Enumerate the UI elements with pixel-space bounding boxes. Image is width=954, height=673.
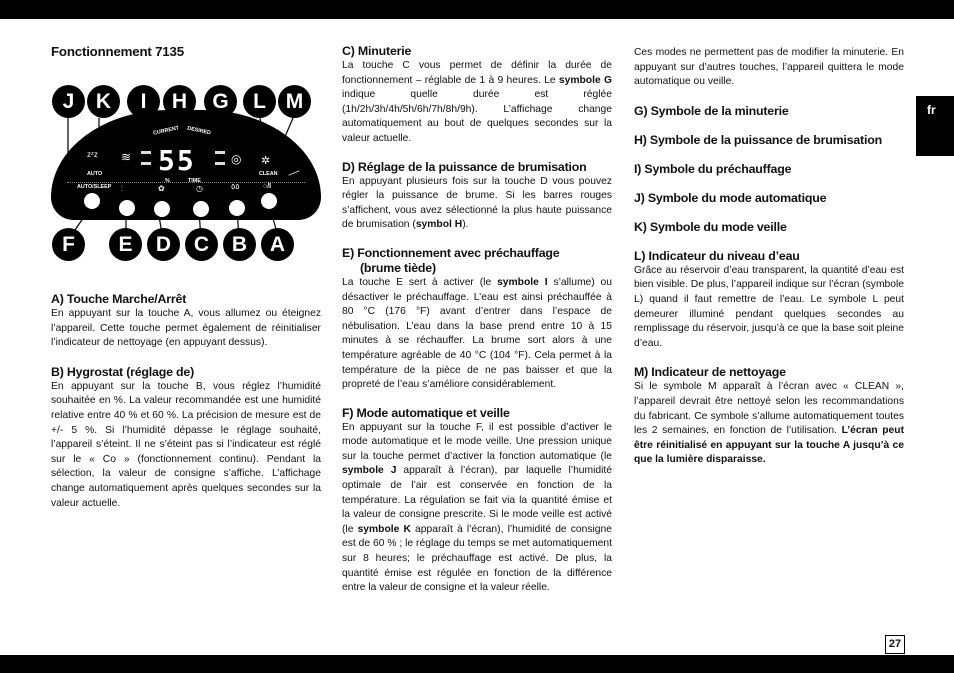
label-k: K [87, 85, 120, 118]
heat-icon: ≋ [121, 150, 132, 164]
label-g: G [204, 85, 237, 118]
heading-b: B) Hygrostat (réglage de) [51, 364, 195, 379]
heading-h: H) Symbole de la puissance de brumisation [634, 132, 882, 147]
heading-l: L) Indicateur du niveau d’eau [634, 248, 800, 263]
label-a: A [261, 228, 294, 261]
heading-f: F) Mode automatique et veille [342, 405, 510, 420]
power-label: ○/I [263, 183, 272, 190]
timer-button[interactable] [193, 201, 209, 217]
mist-icon: ✿ [158, 184, 165, 193]
preheat-button[interactable] [119, 200, 135, 216]
text-l: Grâce au réservoir d’eau transparent, la quantité d’eau est bien visible. De plus, l’appareil indique sur l’écran (symbole L) quand il faut remettre de l’eau. Le symbole L peut demeurer illuminé pendant quelques secondes au remplissage du réservoir, jusqu’à ce que la base soit pleine d’eau. [634, 264, 904, 349]
intro-text: Ces modes ne permettent pas de modifier la minuterie. En appuyant sur d’autres touches, l’appareil quittera le mode automatique ou veille. [634, 47, 904, 88]
label-f: F [52, 228, 85, 261]
language-tab: fr [916, 96, 954, 156]
heading-k: K) Symbole du mode veille [634, 219, 787, 234]
page-number: 27 [885, 635, 905, 654]
heading-e: E) Fonctionnement avec préchauffage (brume tiède) [342, 245, 560, 275]
hygrostat-button[interactable] [229, 200, 245, 216]
preheat-icon: ⫶ [121, 184, 123, 193]
column-3 [634, 46, 904, 468]
heading-a: A) Touche Marche/Arrêt [51, 292, 187, 306]
mist-bars-left: ▬ ▬ [141, 146, 151, 168]
percent-label: % [165, 178, 170, 184]
auto-label: AUTO [87, 171, 103, 177]
mist-button[interactable] [154, 201, 170, 217]
label-j: J [52, 85, 85, 118]
auto-sleep-button[interactable] [84, 193, 100, 209]
label-h: H [163, 85, 196, 118]
text-c: La touche C vous permet de définir la durée de fonctionnement – réglable de 1 à 9 heures. Le symbole G indique quelle durée est réglée (1h/2h/3h/4h/5h/6h/7h/8h/9h). L’affichage change automatiquement au bout de quelques secondes sur la valeur actuelle. [342, 60, 612, 144]
clean-label: CLEAN [259, 171, 278, 177]
text-b: En appuyant sur la touche B, vous réglez l’humidité souhaitée en %. La valeur recommandée est une humidité relative entre 40 % et 60 %. La précision de mesure est de +/- 5 %. Si l’humidité dépasse le réglage souhaité, l’appareil s’éteint. Il ne s’éteint pas si l’indicateur est réglé sur le « Co » (fonctionnement continu). Pendant la sélection, la valeur de consigne s’affiche. L’affichage change automatiquement après quelques secondes sur la valeur actuelle. [51, 380, 321, 509]
control-panel-diagram [51, 76, 321, 266]
label-e: E [109, 228, 142, 261]
current-label: CURRENT [152, 125, 180, 137]
label-d: D [147, 228, 180, 261]
section-title: Fonctionnement 7135 [51, 44, 184, 59]
heading-m: M) Indicateur de nettoyage [634, 365, 786, 380]
text-d: En appuyant plusieurs fois sur la touche D vous pouvez régler la puissance de brume. Si les barres rouges s’affichent, vous avez sélectionné la plus haute puissance de brumisation (symbol H). [342, 175, 612, 231]
text-a: En appuyant sur la touche A, vous allumez ou éteignez l’appareil. Cette touche permet également de réinitialiser l’indicateur de nettoyage (en appuyant dessus). [51, 308, 321, 349]
bottom-bar [0, 655, 954, 673]
column-2 [342, 44, 612, 596]
heading-d: D) Réglage de la puissance de brumisation [342, 159, 587, 174]
sleep-icon: zᶻz [87, 150, 98, 159]
heading-c: C) Minuterie [342, 44, 412, 58]
auto-sleep-label: AUTO/SLEEP [77, 184, 112, 190]
heading-g: G) Symbole de la minuterie [634, 103, 789, 118]
text-e: La touche E sert à activer (le symbole I s’allume) ou désactiver le préchauffage. L’eau est ainsi préchauffée à 80 °C (176 °F) avant d’entrer dans l’espace de nébulisation. L’eau dans la base prend entre 10 à 15 minutes à se réchauffer. La brume sort alors à une température agréable de 40 °C (104 °F). Cela permet à la température de la pièce de ne pas baisser et que la propreté de l’eau s’améliore considérablement. [342, 276, 613, 391]
text-f: En appuyant sur la touche F, il est possible d’activer le mode automatique et le mode veille. Une pression unique sur la touche permet d’activer la fonction automatique (le symbole J apparaît à l’écran), par laquelle l’humidité optimale de l’air est conservée en fonction de la température. La régulation se fait via la quantité émise et la valeur de consigne prescrite. Si le mode veille est activé (le symbole K apparaît à l’écran), l’humidité de consigne est de 60 % ; le réglage du temps se met automatiquement sur 8 heures; le préchauffage est activé. De plus, la quantité émise est régulée en fonction de la différence entre la valeur de consigne et la valeur réelle. [342, 421, 612, 594]
label-l: L [243, 85, 276, 118]
heading-j: J) Symbole du mode automatique [634, 190, 827, 205]
timer-icon: ◎ [231, 152, 242, 166]
top-bar [0, 0, 954, 19]
digit-display: 55 [158, 144, 196, 177]
time-label: TIME [188, 178, 201, 184]
label-i: I [127, 85, 160, 118]
drops-icon: ٥٥ [231, 182, 240, 191]
clean-wand-icon: ╱ [288, 167, 300, 179]
label-c: C [185, 228, 218, 261]
label-m: M [278, 85, 311, 118]
water-level-icon: ✲ [261, 155, 271, 167]
heading-i: I) Symbole du préchauffage [634, 161, 792, 176]
desired-label: DESIRED [186, 125, 212, 137]
mist-bars-right: ▬ ▬ [215, 146, 225, 168]
power-button[interactable] [261, 193, 277, 209]
label-b: B [223, 228, 256, 261]
text-m: Si le symbole M apparaît à l’écran avec « CLEAN », l’appareil devrait être nettoyé selon les recommandations du fabricant. Ce symbole s’allume automatiquement toutes les 2 semaines, en fonction de l’utilisation. L’écran peut être réinitialisé en appuyant sur la touche A jusqu’à ce que la lumière disparaisse. [634, 381, 905, 466]
clock-icon: ◷ [196, 184, 203, 193]
